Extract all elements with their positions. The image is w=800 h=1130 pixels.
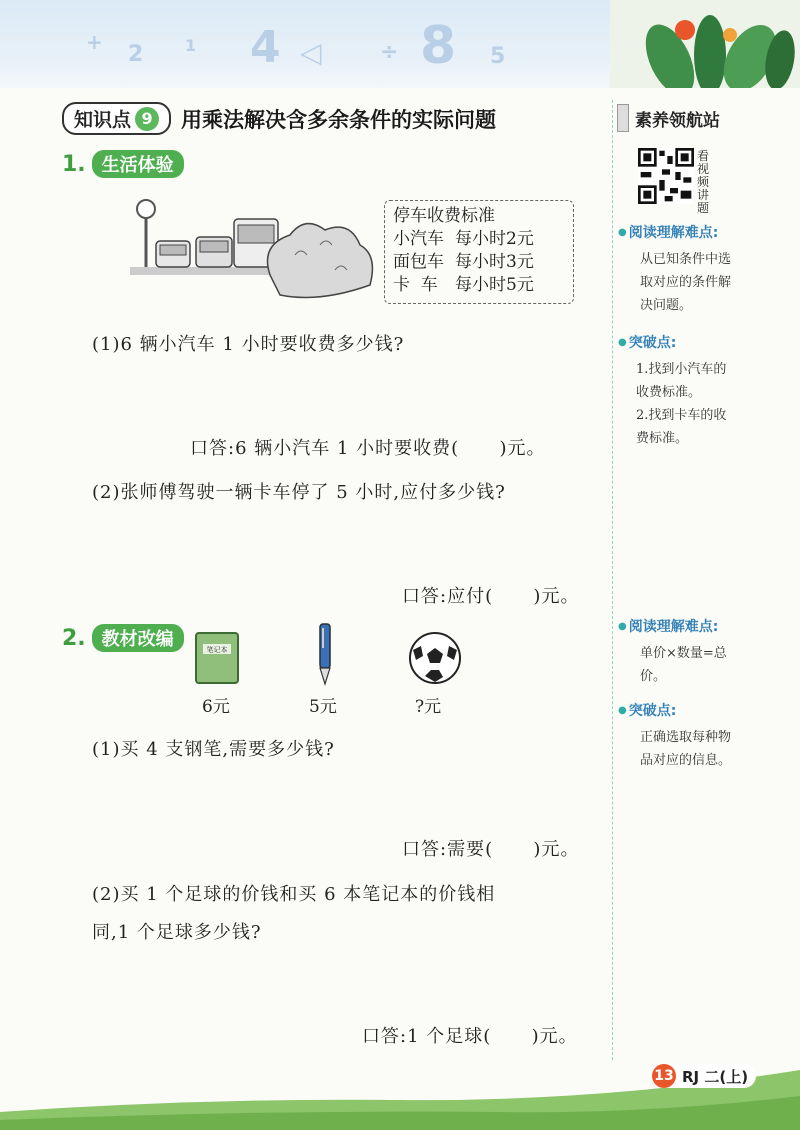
bullet-icon: ● xyxy=(618,704,627,716)
tip-body xyxy=(636,358,726,450)
parking-lot-illustration xyxy=(120,195,380,305)
fee-row xyxy=(393,274,573,297)
fee-rate: 每小时5元 xyxy=(455,275,534,295)
question-2-2: (2)买 1 个足球的价钱和买 6 本笔记本的价钱相 xyxy=(92,884,496,905)
answer-line-1-1[interactable]: 口答:6 辆小汽车 1 小时要收费( )元。 xyxy=(190,438,546,459)
ball-price: ?元 xyxy=(415,697,442,717)
page-indicator xyxy=(652,1064,756,1088)
leaf-plant-icon xyxy=(610,0,800,88)
tip-heading xyxy=(618,700,676,720)
section-tag: 教材改编 xyxy=(92,624,184,652)
section-2-header xyxy=(62,624,184,652)
tip-heading xyxy=(618,332,676,352)
section-1-header xyxy=(62,150,184,178)
tip-heading-text: 阅读理解难点: xyxy=(628,619,719,635)
topic-header xyxy=(62,102,496,135)
tip-line: 品对应的信息。 xyxy=(640,753,732,768)
bullet-icon: ● xyxy=(618,336,627,348)
edition-label: RJ 二(上) xyxy=(682,1067,749,1086)
tip-line: 取对应的条件解 xyxy=(640,275,732,290)
sidebar-tab-icon xyxy=(617,104,629,132)
tip-body xyxy=(640,726,731,772)
tip-line: 正确选取每种物 xyxy=(640,730,732,745)
digit-deco-icon: 1 xyxy=(185,36,197,55)
tip-heading xyxy=(618,222,718,242)
section-tag: 生活体验 xyxy=(92,150,184,178)
question-2-2-cont: 同,1 个足球多少钱? xyxy=(92,922,262,943)
tip-line: 2.找到卡车的收 xyxy=(636,408,727,423)
question-1-2: (2)张师傅驾驶一辆卡车停了 5 小时,应付多少钱? xyxy=(92,482,506,503)
notebook-icon xyxy=(193,630,243,686)
soccer-ball-icon xyxy=(407,630,463,686)
fee-row xyxy=(393,251,573,274)
question-2-1: (1)买 4 支钢笔,需要多少钱? xyxy=(92,739,335,760)
sidebar-title-text: 素养领航站 xyxy=(635,110,720,131)
tip-heading-text: 突破点: xyxy=(628,335,677,351)
tip-heading-text: 突破点: xyxy=(628,703,677,719)
qr-label: 看视频讲题 xyxy=(697,149,710,215)
tip-body xyxy=(640,248,731,317)
question-1-1: (1)6 辆小汽车 1 小时要收费多少钱? xyxy=(92,334,405,355)
topic-label: 知识点 xyxy=(74,109,132,131)
bullet-icon: ● xyxy=(618,620,627,632)
triangle-deco-icon: ◁ xyxy=(300,36,322,69)
pen-icon xyxy=(310,622,340,686)
plus-deco-icon: + xyxy=(86,30,103,54)
digit-deco-icon: 4 xyxy=(250,22,281,73)
answer-line-2-1[interactable]: 口答:需要( )元。 xyxy=(402,839,580,860)
sidebar-divider xyxy=(612,100,773,1060)
header-banner xyxy=(0,0,800,88)
fee-title: 停车收费标准 xyxy=(393,206,495,226)
topic-title: 用乘法解决含多余条件的实际问题 xyxy=(181,107,497,132)
topic-number: 9 xyxy=(135,107,159,131)
page-number: 13 xyxy=(652,1064,676,1088)
fee-vehicle: 面包车 xyxy=(393,252,444,272)
answer-line-1-2[interactable]: 口答:应付( )元。 xyxy=(402,586,580,607)
tip-line: 收费标准。 xyxy=(636,385,702,400)
sidebar-title xyxy=(617,104,720,132)
topic-badge xyxy=(62,102,171,135)
fee-vehicle: 小汽车 xyxy=(393,229,444,249)
tip-line: 从已知条件中选 xyxy=(640,252,732,267)
digit-deco-icon: 2 xyxy=(128,42,144,67)
qr-code-icon[interactable] xyxy=(638,148,694,204)
parking-fee-box xyxy=(384,200,574,304)
divide-deco-icon: ÷ xyxy=(380,40,399,65)
answer-line-2-2[interactable]: 口答:1 个足球( )元。 xyxy=(362,1026,578,1047)
section-number: 2. xyxy=(62,625,86,651)
tip-line: 费标准。 xyxy=(636,431,689,446)
tip-line: 单价×数量=总 xyxy=(640,646,727,661)
notebook-label: 笔记本 xyxy=(206,646,228,654)
fee-rate: 每小时3元 xyxy=(455,252,534,272)
tip-heading-text: 阅读理解难点: xyxy=(628,225,719,241)
digit-deco-icon: 5 xyxy=(490,44,506,69)
notebook-price: 6元 xyxy=(202,697,230,717)
fee-vehicle: 卡 车 xyxy=(393,275,438,295)
tip-line: 决问题。 xyxy=(640,298,693,313)
fee-row xyxy=(393,228,573,251)
tip-line: 价。 xyxy=(640,669,667,684)
tip-body xyxy=(640,642,727,688)
bullet-icon: ● xyxy=(618,226,627,238)
section-number: 1. xyxy=(62,151,86,177)
tip-heading xyxy=(618,616,718,636)
fee-rate: 每小时2元 xyxy=(455,229,534,249)
pen-price: 5元 xyxy=(309,697,337,717)
digit-deco-icon: 8 xyxy=(420,16,457,76)
tip-line: 1.找到小汽车的 xyxy=(636,362,727,377)
